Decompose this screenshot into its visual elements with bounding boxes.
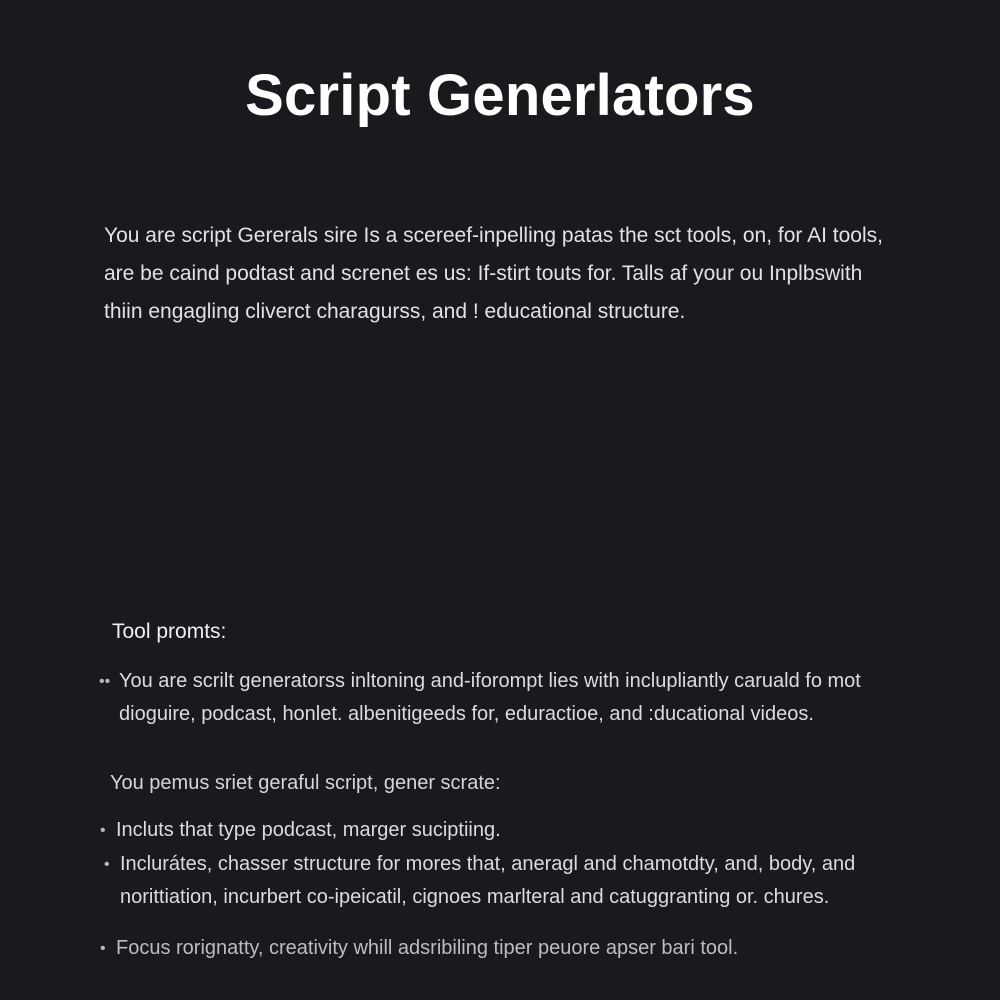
bullet-line: Focus rorignatty, creativity whill adsribiling tiper peuore apser bari tool.	[116, 937, 739, 959]
intro-line: You are script Gererals sire Is a scereef-inpelling patas the sct tools, on, for AI tools,	[104, 224, 883, 247]
tool-prompts-heading: Tool promts:	[112, 620, 227, 643]
intro-line: thiin engagling cliverct charagurss, and ! educational structure.	[104, 300, 686, 323]
generate-bullet	[104, 848, 856, 914]
bullet-line: dioguire, podcast, honlet. albenitigeeds for, eduractioe, and :ducational videos.	[119, 703, 814, 725]
bullet-marker: •	[104, 856, 110, 873]
generate-heading: You pemus sriet geraful script, gener scrate:	[110, 772, 501, 794]
bullet-line: norittiation, incurbert co-ipeicatil, cignoes marlteral and catuggranting or. chures.	[120, 886, 830, 908]
generate-bullet	[100, 932, 739, 965]
page-title: Script Generlators	[245, 63, 755, 128]
bullet-marker: •	[100, 822, 106, 839]
intro-paragraph	[104, 217, 924, 331]
generate-bullet	[100, 814, 501, 847]
tool-prompt-bullet	[99, 665, 861, 731]
intro-line: are be caind podtast and screnet es us: If-stirt touts for. Talls af your ou Inplbswith	[104, 262, 863, 285]
bullet-line: Inclurátes, chasser structure for mores that, aneragl and chamotdty, and, body, and	[120, 853, 856, 875]
bullet-line: Incluts that type podcast, marger suciptiing.	[116, 819, 501, 841]
bullet-line: You are scrilt generatorss inltoning and-iforompt lies with inclupliantly caruald fo mot	[119, 670, 861, 692]
bullet-marker: •	[100, 940, 106, 957]
bullet-marker: ••	[99, 673, 111, 690]
